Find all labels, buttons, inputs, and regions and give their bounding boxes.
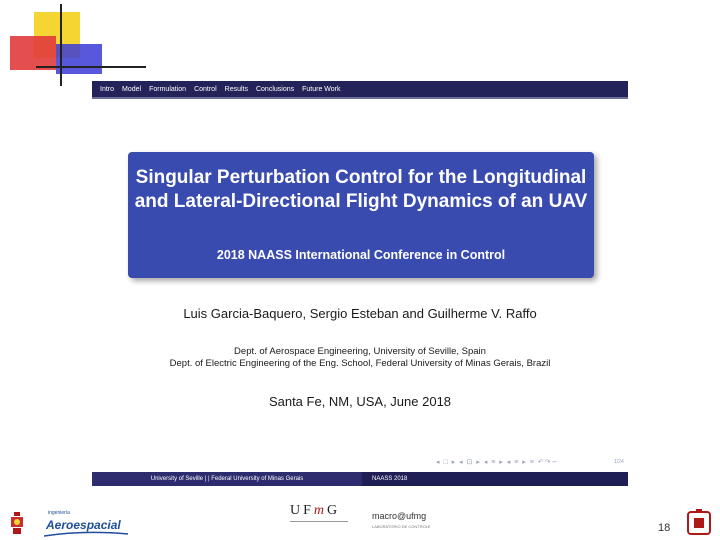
university-seal-icon bbox=[8, 512, 26, 536]
beamer-navigation-controls[interactable]: ◂ □ ▸ ◂ ⊡ ▸ ◂ ≡ ▸ ◂ ≡ ▸ ≡ ↶↷∽ bbox=[436, 459, 559, 466]
affiliation-line: Dept. of Electric Engineering of the Eng. School, Federal University of Minas Gerais, Brazil bbox=[169, 358, 551, 369]
ufmg-logo-part: G bbox=[327, 503, 341, 518]
aeroespacial-logo-top: ingeniería bbox=[48, 510, 70, 516]
title-box bbox=[128, 152, 594, 278]
navbar-underline bbox=[92, 97, 628, 99]
footer-conference: NAASS 2018 bbox=[362, 472, 628, 486]
affiliations bbox=[0, 346, 720, 370]
macro-logo-subtitle: LABORATÓRIO DE CONTROLE bbox=[372, 524, 431, 529]
ufmg-logo-mark: m bbox=[313, 503, 328, 518]
deco-blue-square bbox=[56, 44, 102, 74]
ufmg-logo bbox=[290, 503, 340, 519]
ufmg-logo-underline bbox=[290, 521, 348, 522]
slide-footer bbox=[92, 472, 628, 486]
slide-page-count: 1/24 bbox=[614, 459, 624, 465]
presentation-title: Singular Perturbation Control for the Longitudinal and Lateral-Directional Flight Dynamics of an UAV bbox=[134, 167, 588, 212]
nav-item-intro[interactable]: Intro bbox=[100, 85, 115, 93]
ufmg-logo-part: UF bbox=[290, 503, 314, 518]
slide-number: 18 bbox=[658, 522, 671, 534]
deco-horizontal-line bbox=[36, 66, 146, 68]
aeroespacial-logo: Aeroespacial bbox=[46, 518, 121, 532]
nav-item-future-work[interactable]: Future Work bbox=[302, 85, 341, 93]
macro-ufmg-logo: macro@ufmg bbox=[372, 511, 427, 521]
nav-item-conclusions[interactable]: Conclusions bbox=[255, 85, 295, 93]
slide-navbar bbox=[92, 81, 628, 97]
authors: Luis Garcia-Baquero, Sergio Esteban and Guilherme V. Raffo bbox=[183, 306, 537, 321]
nav-item-control[interactable]: Control bbox=[194, 85, 217, 93]
university-crest-icon bbox=[686, 508, 712, 538]
venue-date: Santa Fe, NM, USA, June 2018 bbox=[268, 394, 452, 409]
affiliation-line: Dept. of Aerospace Engineering, University of Seville, Spain bbox=[234, 346, 486, 357]
nav-item-results[interactable]: Results bbox=[224, 85, 248, 93]
nav-item-model[interactable]: Model bbox=[122, 85, 142, 93]
navbar-items bbox=[100, 81, 341, 97]
deco-vertical-line bbox=[60, 4, 62, 86]
footer-institutions: University of Seville | | Federal University of Minas Gerais bbox=[92, 472, 362, 486]
aeroespacial-swoosh-icon bbox=[44, 530, 128, 538]
deco-red-square bbox=[10, 36, 56, 70]
nav-item-formulation[interactable]: Formulation bbox=[149, 85, 187, 93]
conference-subtitle: 2018 NAASS International Conference in Control bbox=[216, 248, 506, 262]
